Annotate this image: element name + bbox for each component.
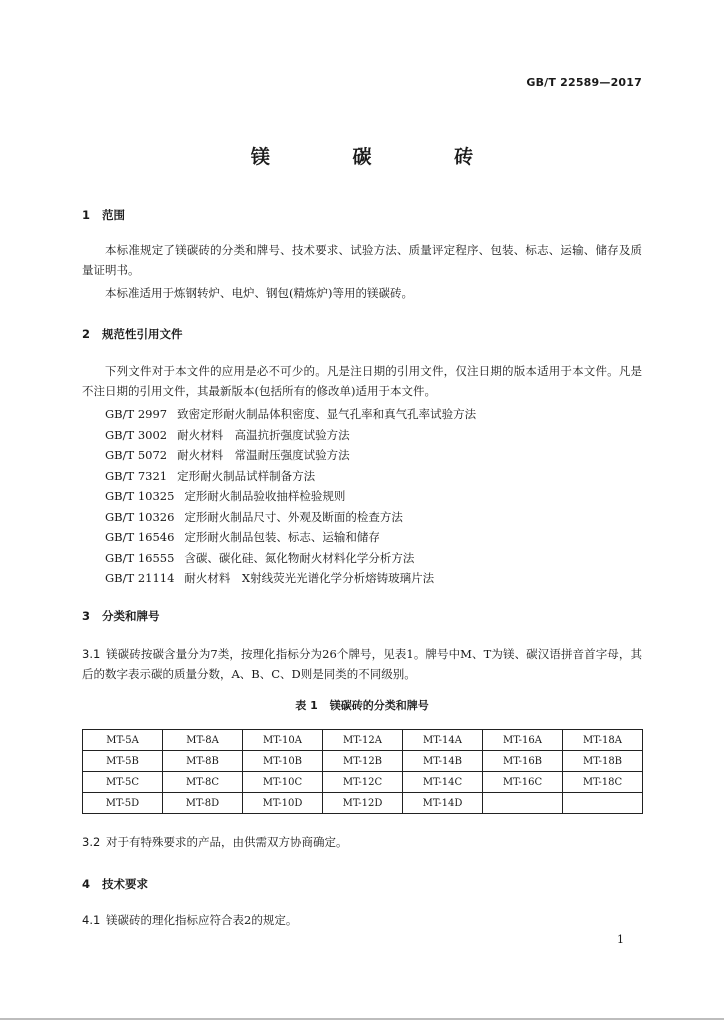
reference-title: 含碳、碳化硅、氮化物耐火材料化学分析方法 [184,550,415,565]
table-number: 表 1 [295,699,318,712]
table-cell: MT-5B [83,751,163,772]
reference-code: GB/T 10326 [105,509,175,524]
reference-item [105,404,476,425]
table-cell: MT-14B [403,751,483,772]
reference-title: 耐火材料 常温耐压强度试验方法 [177,448,350,462]
section-number: 2 [82,327,91,341]
scope-paragraph-2: 本标准适用于炼钢转炉、电炉、钢包(精炼炉)等用的镁碳砖。 [105,286,413,300]
table-cell: MT-10B [243,751,323,772]
table-cell: MT-8A [163,730,243,751]
clause-number: 3.1 [82,647,101,661]
table-cell: MT-5D [83,793,163,814]
section-title: 规范性引用文件 [102,327,183,341]
table-cell: MT-12D [323,793,403,814]
table-cell: MT-14D [403,793,483,814]
standard-code: GB/T 22589—2017 [526,76,642,89]
reference-title: 耐火材料 X射线荧光光谱化学分析熔铸玻璃片法 [184,571,435,585]
clause-number: 4.1 [82,913,101,927]
reference-code: GB/T 2997 [105,407,168,421]
clause-text: 对于有特殊要求的产品，由供需双方协商确定。 [106,835,348,849]
reference-item [105,507,476,528]
reference-code: GB/T 5072 [105,448,168,462]
table-cell: MT-10C [243,772,323,793]
grades-table [82,729,643,814]
reference-title: 定形耐火制品验收抽样检验规则 [184,489,346,503]
section-1-heading [82,207,125,223]
table-row [83,772,643,793]
table-cell: MT-18A [563,730,643,751]
reference-code: GB/T 16555 [105,550,175,565]
table-row [83,793,643,814]
table-cell: MT-8D [163,793,243,814]
section-number: 4 [82,877,91,891]
table-cell: MT-8B [163,751,243,772]
reference-title: 定形耐火制品试样制备方法 [177,468,316,483]
clause-number: 3.2 [82,835,101,849]
clause-3-2 [82,832,642,852]
reference-item [105,527,476,548]
document-title: 镁 碳 砖 [250,146,512,168]
reference-code: GB/T 10325 [105,489,175,503]
reference-code: GB/T 7321 [105,468,168,483]
bottom-divider [0,1018,724,1020]
table-cell: MT-16A [483,730,563,751]
section-number: 3 [82,609,91,623]
table-title: 镁碳砖的分类和牌号 [329,699,429,712]
reference-title: 耐火材料 高温抗折强度试验方法 [177,427,350,442]
section-number: 1 [82,208,91,222]
reference-title: 致密定形耐火制品体积密度、显气孔率和真气孔率试验方法 [177,407,477,421]
reference-item [105,445,476,466]
clause-text: 镁碳砖的理化指标应符合表2的规定。 [106,913,298,927]
table-cell: MT-5A [83,730,163,751]
reference-title: 定形耐火制品尺寸、外观及断面的检查方法 [184,509,403,524]
references-intro: 下列文件对于本文件的应用是必不可少的。凡是注日期的引用文件，仅注日期的版本适用于本文件。凡是不注日期的引用文件，其最新版本(包括所有的修改单)适用于本文件。 [82,364,642,398]
section-4-heading [82,876,148,892]
reference-code: GB/T 3002 [105,427,168,442]
page-number: 1 [617,933,624,946]
table-row [83,751,643,772]
reference-list [105,404,476,589]
reference-item [105,466,476,487]
reference-title: 定形耐火制品包装、标志、运输和储存 [184,530,380,544]
reference-code: GB/T 16546 [105,530,175,544]
table-cell: MT-10A [243,730,323,751]
reference-code: GB/T 21114 [105,571,175,585]
table-cell: MT-14C [403,772,483,793]
table-cell: MT-18B [563,751,643,772]
clause-text: 镁碳砖按碳含量分为7类，按理化指标分为26个牌号，见表1。牌号中M、T为镁、碳汉语拼音首字母，其后的数字表示碳的质量分数，A、B、C、D则是同类的不同级别。 [82,647,642,681]
table-cell: MT-18C [563,772,643,793]
table-cell: MT-12B [323,751,403,772]
section-title: 技术要求 [102,877,148,891]
table-cell: MT-12A [323,730,403,751]
section-title: 范围 [102,208,125,222]
table-cell: MT-5C [83,772,163,793]
scope-paragraph-1: 本标准规定了镁碳砖的分类和牌号、技术要求、试验方法、质量评定程序、包装、标志、运输、储存及质量证明书。 [82,243,642,277]
table-cell: MT-8C [163,772,243,793]
reference-item [105,568,476,589]
table-cell [563,793,643,814]
reference-item [105,548,476,569]
table-row [83,730,643,751]
reference-item [105,425,476,446]
table-1-caption [0,697,724,713]
table-cell: MT-12C [323,772,403,793]
clause-3-1 [82,644,642,684]
clause-4-1 [82,910,642,930]
table-cell: MT-16B [483,751,563,772]
table-cell: MT-14A [403,730,483,751]
table-cell: MT-16C [483,772,563,793]
section-3-heading [82,608,160,624]
section-title: 分类和牌号 [102,609,160,623]
section-2-heading [82,326,183,342]
reference-item [105,486,476,507]
table-cell: MT-10D [243,793,323,814]
table-cell [483,793,563,814]
